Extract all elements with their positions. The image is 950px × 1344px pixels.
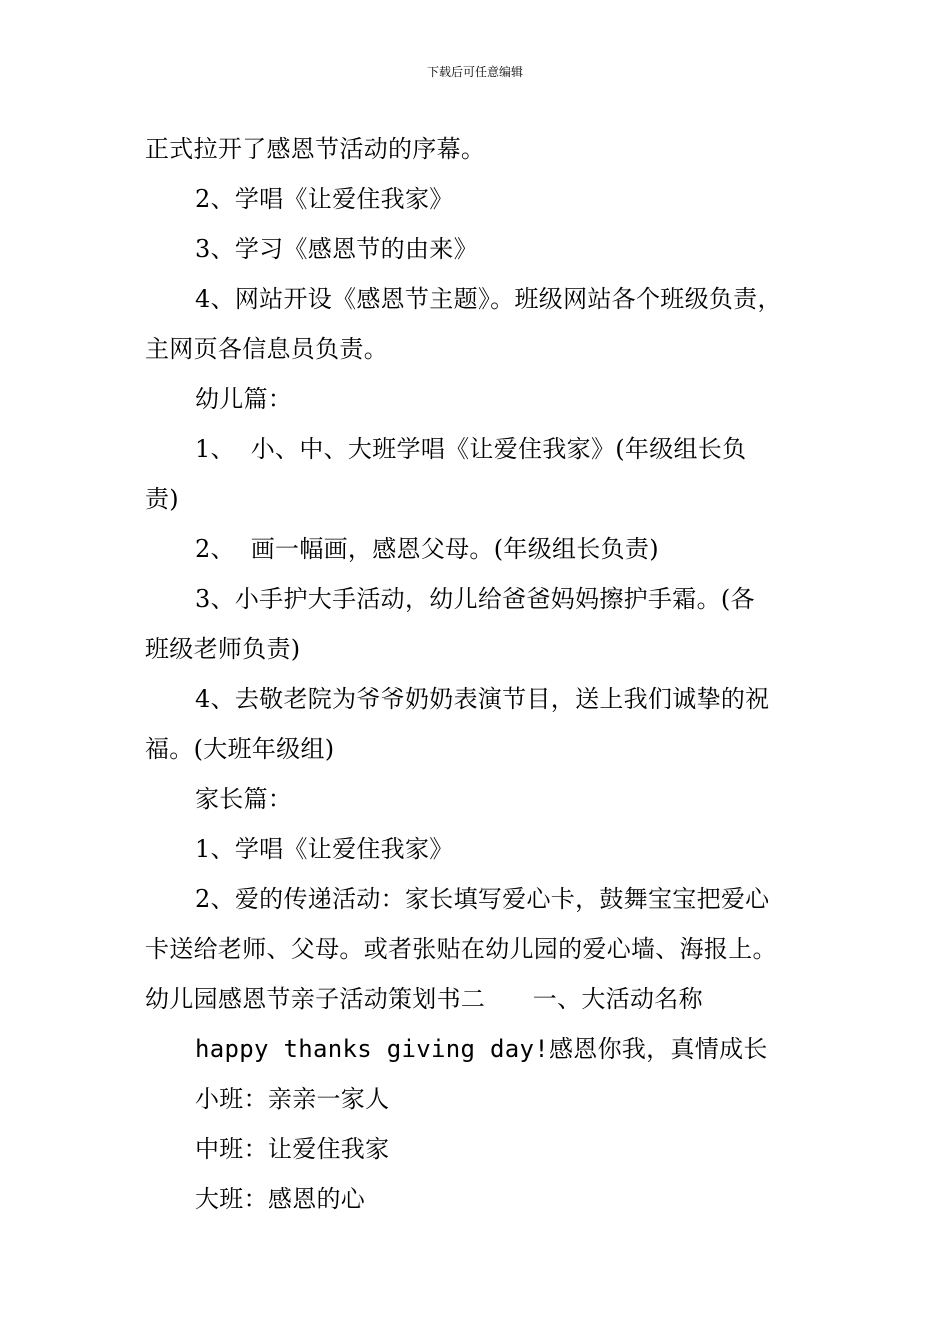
paragraph-line: 2、爱的传递活动：家长填写爱心卡，鼓舞宝宝把爱心 <box>195 885 770 913</box>
paragraph-line: 班级老师负责) <box>145 635 301 663</box>
paragraph-line: 3、小手护大手活动，幼儿给爸爸妈妈擦护手霜。(各 <box>195 585 755 613</box>
paragraph-line: 3、学习《感恩节的由来》 <box>195 235 478 263</box>
paragraph-line: 2、学唱《让爱住我家》 <box>195 185 454 213</box>
document-title-line: 幼儿园感恩节亲子活动策划书二 一、大活动名称 <box>145 985 703 1013</box>
paragraph-line: 主网页各信息员负责。 <box>145 335 388 363</box>
paragraph-line: 4、去敬老院为爷爷奶奶表演节目，送上我们诚挚的祝 <box>195 685 770 713</box>
page-header: 下载后可任意编辑 <box>426 65 523 79</box>
paragraph-line: 1、学唱《让爱住我家》 <box>195 835 454 863</box>
activity-slogan: happy thanks giving day!感恩你我，真情成长 <box>195 1035 768 1063</box>
document-body <box>145 124 835 1224</box>
paragraph-line: 小班：亲亲一家人 <box>195 1085 390 1113</box>
paragraph-line: 正式拉开了感恩节活动的序幕。 <box>145 135 486 163</box>
section-heading: 幼儿篇： <box>195 385 293 413</box>
paragraph-line: 中班：让爱住我家 <box>195 1135 390 1163</box>
paragraph-line: 2、 画一幅画，感恩父母。(年级组长负责) <box>195 535 659 563</box>
paragraph-line: 福。(大班年级组) <box>145 735 335 763</box>
section-heading: 家长篇： <box>195 785 293 813</box>
paragraph-line: 卡送给老师、父母。或者张贴在幼儿园的爱心墙、海报上。 <box>145 935 777 963</box>
paragraph-line: 大班：感恩的心 <box>195 1185 366 1213</box>
paragraph-line: 4、网站开设《感恩节主题》。班级网站各个班级负责， <box>195 285 782 313</box>
paragraph-line: 责) <box>145 485 179 513</box>
paragraph-line: 1、 小、中、大班学唱《让爱住我家》(年级组长负 <box>195 435 747 463</box>
